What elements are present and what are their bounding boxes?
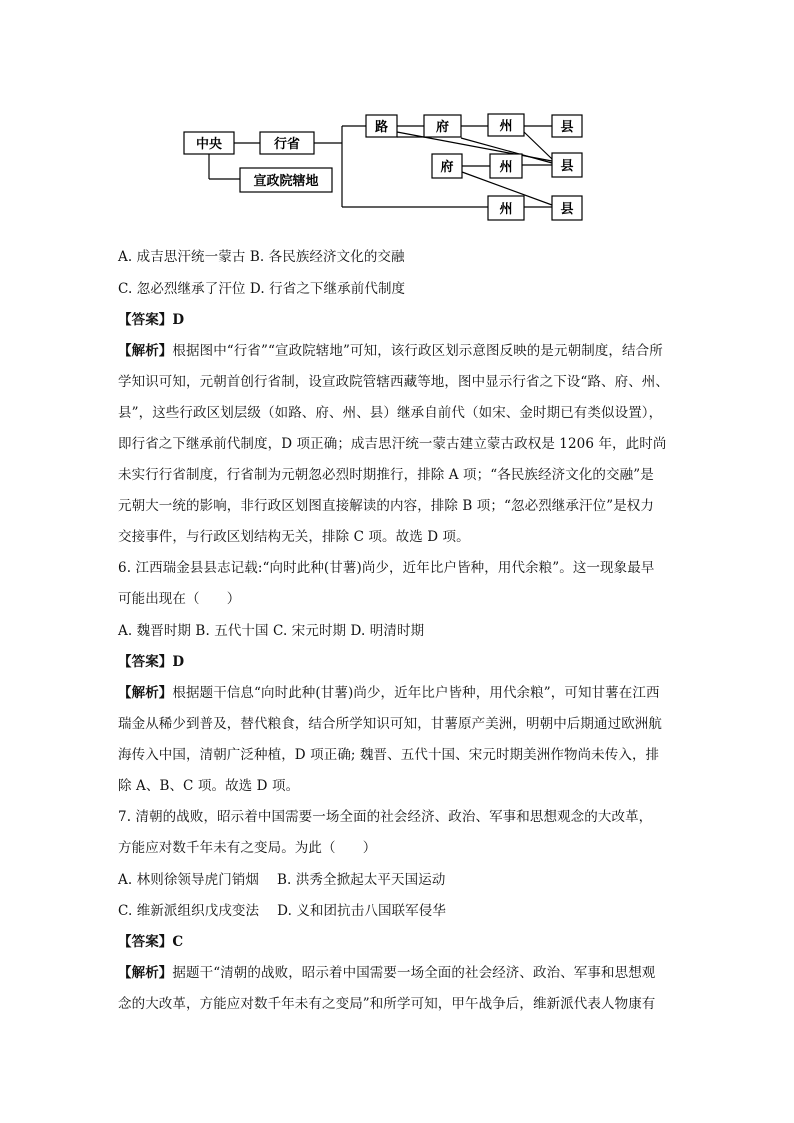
analysis-line: 念的大改革，方能应对数千年未有之变局”和所学可知，甲午战争后，维新派代表人物康有 bbox=[118, 996, 656, 1012]
node-lu bbox=[366, 115, 397, 137]
node-zhou-3 bbox=[488, 196, 524, 220]
analysis-line: 即行省之下继承前代制度，D 项正确；成吉思汗统一蒙古建立蒙古政权是 1206 年，此时尚 bbox=[118, 436, 667, 452]
node-fu-1 bbox=[424, 115, 461, 137]
node-xingsheng bbox=[260, 132, 314, 154]
analysis-line: 瑞金从稀少到普及，替代粮食，结合所学知识可知，甘薯原产美洲，明朝中后期通过欧洲航 bbox=[118, 716, 662, 732]
analysis-line: 除 A、B、C 项。故选 D 项。 bbox=[118, 778, 300, 794]
analysis-line: 元朝大一统的影响，非行政区划图直接解读的内容，排除 B 项；“忽必烈继承汗位”是权力 bbox=[118, 498, 655, 514]
analysis-line: 【解析】根据题干信息“向时此种(甘薯)尚少，近年比户皆种，用代余粮”，可知甘薯在江西 bbox=[118, 685, 660, 701]
analysis-line: 县”，这些行政区划层级（如路、府、州、县）继承自前代（如宋、金时期已有类似设置）， bbox=[118, 405, 663, 421]
svg-text:行省: 行省 bbox=[273, 137, 301, 152]
question-6: 6. 江西瑞金县县志记载:“向时此种(甘薯)尚少，近年比户皆种，用代余粮”。这一现象最早 bbox=[118, 560, 655, 576]
analysis-line: 【解析】根据图中“行省”“宣政院辖地”可知，该行政区划示意图反映的是元朝制度，结合所 bbox=[118, 343, 663, 359]
node-zhou-1 bbox=[488, 114, 524, 136]
node-xuanzhengyuan bbox=[240, 168, 332, 192]
node-zhou-2 bbox=[490, 154, 522, 178]
question-7: 7. 清朝的战败，昭示着中国需要一场全面的社会经济、政治、军事和思想观念的大改革， bbox=[118, 809, 653, 825]
svg-text:州: 州 bbox=[499, 160, 513, 175]
node-xian-3 bbox=[552, 196, 582, 220]
svg-text:县: 县 bbox=[560, 202, 574, 217]
node-fu-2 bbox=[432, 154, 462, 178]
svg-text:州: 州 bbox=[499, 119, 513, 134]
node-zhongyang bbox=[184, 132, 234, 154]
analysis-line: 学知识可知，元朝首创行省制，设宣政院管辖西藏等地，图中显示行省之下设“路、府、州、 bbox=[118, 374, 669, 390]
svg-text:府: 府 bbox=[440, 160, 454, 175]
question-7-options-cd: C. 维新派组织戊戌变法 D. 义和团抗击八国联军侵华 bbox=[118, 903, 446, 919]
answer-label: 【答案】C bbox=[118, 934, 184, 950]
administrative-division-diagram bbox=[178, 108, 598, 226]
svg-text:宣政院辖地: 宣政院辖地 bbox=[253, 174, 319, 189]
option-line-ab: A. 成吉思汗统一蒙古 B. 各民族经济文化的交融 bbox=[118, 249, 405, 265]
analysis-label: 【解析】 bbox=[118, 343, 173, 359]
analysis-label: 【解析】 bbox=[118, 965, 173, 981]
svg-text:县: 县 bbox=[560, 159, 574, 174]
svg-text:路: 路 bbox=[374, 120, 389, 135]
question-7-options-ab: A. 林则徐领导虎门销烟 B. 洪秀全掀起太平天国运动 bbox=[118, 872, 446, 888]
answer-label: 【答案】D bbox=[118, 312, 185, 328]
question-6-cont: 可能出现在（ ） bbox=[118, 591, 241, 607]
question-6-options: A. 魏晋时期 B. 五代十国 C. 宋元时期 D. 明清时期 bbox=[118, 623, 425, 639]
analysis-line: 未实行行省制度，行省制为元朝忽必烈时期推行，排除 A 项；“各民族经济文化的交融”是 bbox=[118, 467, 654, 483]
analysis-line: 海传入中国，清朝广泛种植，D 项正确; 魏晋、五代十国、宋元时期美洲作物尚未传入，排 bbox=[118, 747, 660, 763]
analysis-line: 交接事件，与行政区划结构无关，排除 C 项。故选 D 项。 bbox=[118, 529, 470, 545]
svg-text:州: 州 bbox=[499, 202, 513, 217]
svg-text:中央: 中央 bbox=[195, 137, 223, 152]
svg-text:县: 县 bbox=[560, 120, 574, 135]
option-line-cd: C. 忽必烈继承了汗位 D. 行省之下继承前代制度 bbox=[118, 281, 406, 297]
svg-text:府: 府 bbox=[435, 120, 450, 135]
answer-label: 【答案】D bbox=[118, 654, 185, 670]
node-xian-1 bbox=[552, 115, 582, 137]
analysis-label: 【解析】 bbox=[118, 685, 173, 701]
question-7-cont: 方能应对数千年未有之变局。为此（ ） bbox=[118, 840, 377, 856]
analysis-line: 【解析】据题干“清朝的战败，昭示着中国需要一场全面的社会经济、政治、军事和思想观 bbox=[118, 965, 656, 981]
node-xian-2 bbox=[552, 153, 582, 177]
